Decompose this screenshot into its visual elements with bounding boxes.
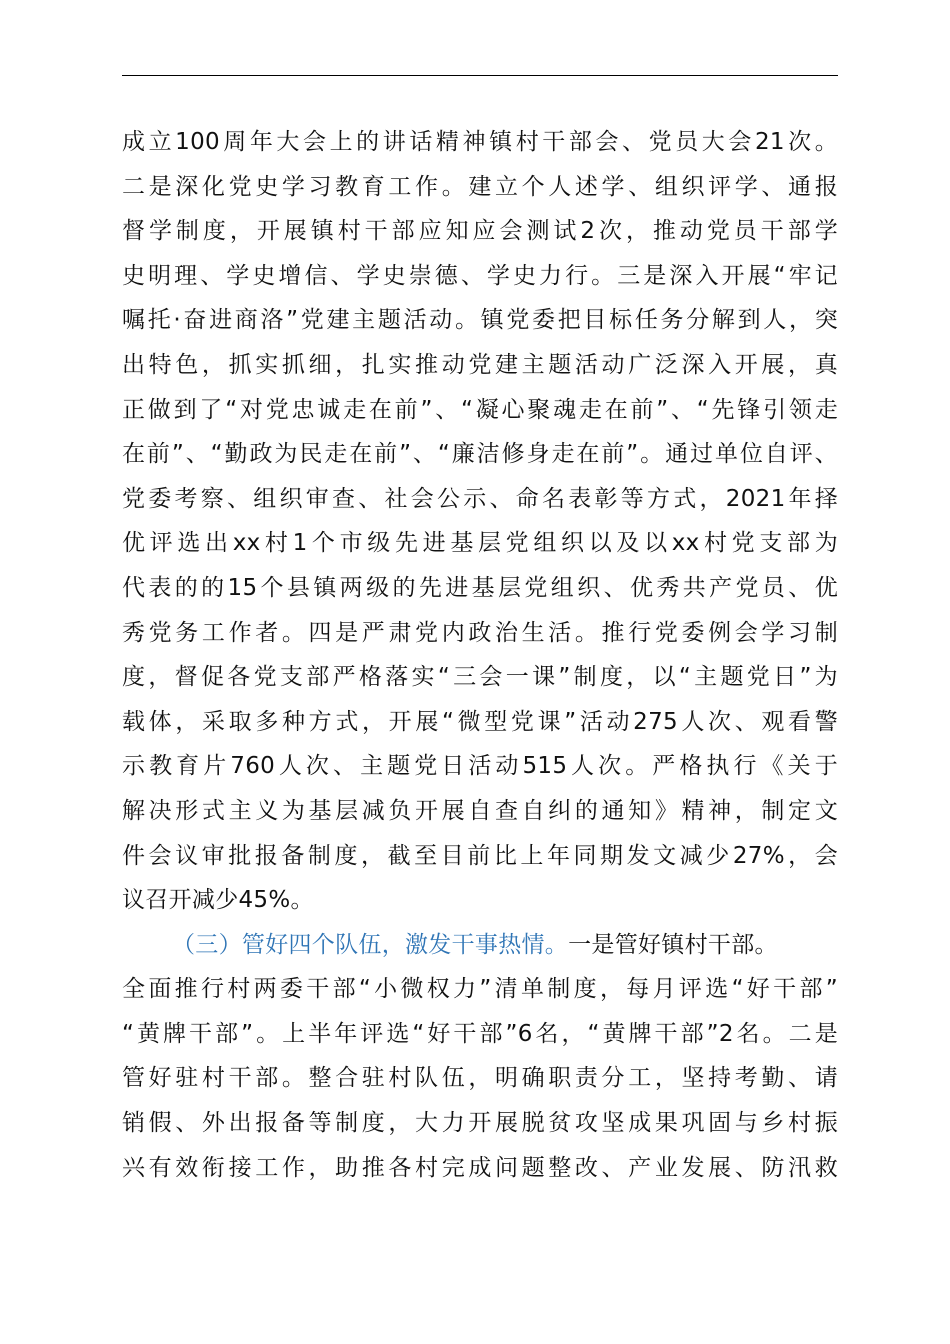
text-line: 载体，采取多种方式，开展“微型党课”活动275人次、观看警 xyxy=(122,708,838,735)
text-line: 议召开减少45%。 xyxy=(122,887,314,914)
text-line: 史明理、学史增信、学史崇德、学史力行。三是深入开展“牢记 xyxy=(122,262,838,289)
text-line: 党委考察、组织审查、社会公示、命名表彰等方式，2021年择 xyxy=(122,485,838,512)
text-line: 出特色，抓实抓细，扎实推动党建主题活动广泛深入开展，真 xyxy=(122,351,838,378)
text-line: 解决形式主义为基层减负开展自查自纠的通知》精神，制定文 xyxy=(122,797,838,824)
text-line: 嘱托·奋进商洛”党建主题活动。镇党委把目标任务分解到人，突 xyxy=(122,307,838,334)
text-line: 正做到了“对党忠诚走在前”、“凝心聚魂走在前”、“先锋引领走 xyxy=(122,396,838,423)
text-line: 督学制度，开展镇村干部应知应会测试2次，推动党员干部学 xyxy=(122,218,838,245)
text-line: “黄牌干部”。上半年评选“好干部”6名，“黄牌干部”2名。二是 xyxy=(122,1020,838,1047)
text-line: 在前”、“勤政为民走在前”、“廉洁修身走在前”。通过单位自评、 xyxy=(122,441,838,468)
body-text xyxy=(122,120,838,1190)
text-line: 度，督促各党支部严格落实“三会一课”制度，以“主题党日”为 xyxy=(122,664,838,691)
text-line: 兴有效衔接工作，助推各村完成问题整改、产业发展、防汛救 xyxy=(122,1154,838,1181)
text-line: 管好驻村干部。整合驻村队伍，明确职责分工，坚持考勤、请 xyxy=(122,1065,838,1092)
text-line: 秀党务工作者。四是严肃党内政治生活。推行党委例会学习制 xyxy=(122,619,838,646)
section-heading-rest: 一是管好镇村干部。 xyxy=(568,931,778,958)
header-rule xyxy=(122,75,838,76)
text-line: 全面推行村两委干部“小微权力”清单制度，每月评选“好干部” xyxy=(122,976,838,1003)
text-line: 代表的的15个县镇两级的先进基层党组织、优秀共产党员、优 xyxy=(122,574,838,601)
text-line: 优评选出xx村1个市级先进基层党组织以及以xx村党支部为 xyxy=(122,530,838,557)
text-line: 件会议审批报备制度，截至目前比上年同期发文减少27%，会 xyxy=(122,842,838,869)
text-line: 示教育片760人次、主题党日活动515人次。严格执行《关于 xyxy=(122,753,838,780)
text-line: 销假、外出报备等制度，大力开展脱贫攻坚成果巩固与乡村振 xyxy=(122,1110,838,1137)
section-heading: （三）管好四个队伍，激发干事热情。 xyxy=(172,931,569,958)
section-heading-line xyxy=(122,923,838,968)
text-line: 成立100周年大会上的讲话精神镇村干部会、党员大会21次。 xyxy=(122,129,838,155)
text-line: 二是深化党史学习教育工作。建立个人述学、组织评学、通报 xyxy=(122,173,838,200)
